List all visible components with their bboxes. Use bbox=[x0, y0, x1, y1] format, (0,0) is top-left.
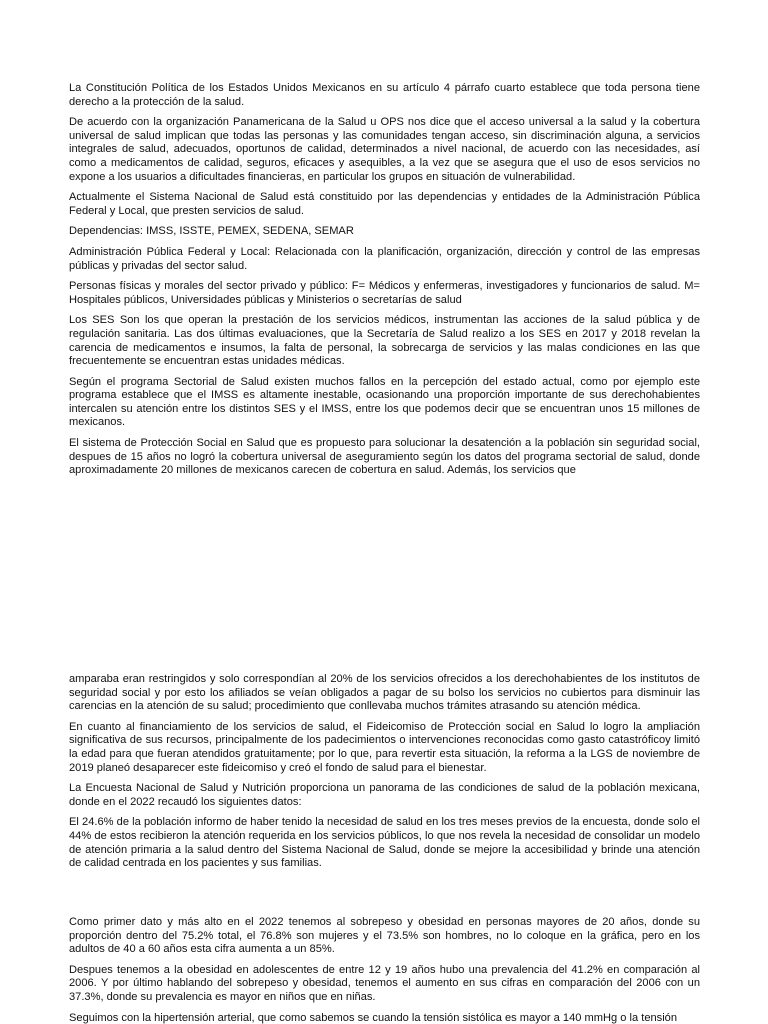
paragraph-social-protection-system: El sistema de Protección Social en Salud que es propuesto para solucionar la desatención a la población sin seguridad social, despues de 15 años no logró la cobertura universal de aseguramiento según los datos del programa sectorial de salud, donde aproximadamente 20 millones de mexicanos carecen de cobertura en salud. Además, los servicios que bbox=[69, 437, 700, 477]
paragraph-restricted-services: amparaba eran restringidos y solo correspondían al 20% de los servicios ofrecidos a los derechohabientes de los institutos de seguridad social y por esto los afiliados se veían obligados a pagar de su bolso los servicios no cubiertos para disminuir las carencias en la atención de su salud; procedimiento que conllevaba muchos trámites atrasando su atención médica. bbox=[69, 673, 700, 713]
paragraph-national-health-system: Actualmente el Sistema Nacional de Salud está constituido por las dependencias y entidades de la Administración Pública Federal y Local, que presten servicios de salud. bbox=[69, 191, 700, 217]
paragraph-overweight-adults: Como primer dato y más alto en el 2022 tenemos al sobrepeso y obesidad en personas mayores de 20 años, donde su proporción dentro del 75.2% total, el 76.8% son mujeres y el 73.5% son hombres, no lo coloque en la gráfica, pero en los adultos de 40 a 60 años esta cifra aumenta a un 85%. bbox=[69, 916, 700, 956]
paragraph-dependencies: Dependencias: IMSS, ISSTE, PEMEX, SEDENA, SEMAR bbox=[69, 225, 354, 238]
paragraph-hypertension: Seguimos con la hipertensión arterial, que como sabemos se cuando la tensión sistólica es mayor a 140 mmHg o la tensión bbox=[69, 1011, 678, 1024]
paragraph-public-administration: Administración Pública Federal y Local: Relacionada con la planificación, organización, dirección y control de las empresas públicas y privadas del sector salud. bbox=[69, 245, 700, 272]
paragraph-financing: En cuanto al financiamiento de los servicios de salud, el Fideicomiso de Protección social en Salud lo logro la ampliación significativa de sus recursos, principalmente de los padecimientos o intervenciones reconocidas como gasto catastróficoy limitó la edad para que fueran atendidos gratuitamente; por lo que, para revertir esta situación, la reforma a la LGS de noviembre de 2019 planeó desaparecer este fideicomiso y creó el fondo de salud para el bienestar. bbox=[69, 720, 700, 774]
paragraph-private-public-persons: Personas físicas y morales del sector privado y público: F= Médicos y enfermeras, investigadores y funcionarios de salud. M= Hospitales públicos, Universidades públicas y Ministerios o secretarías de salud bbox=[69, 280, 700, 306]
text-block-upper bbox=[69, 82, 700, 485]
paragraph-health-needs: El 24.6% de la población informo de haber tenido la necesidad de salud en los tres meses previos de la encuesta, donde solo el 44% de estos recibieron la atención requerida en los servicios públicos, lo que nos revela la necesidad de consolidar un modelo de atención primaria a la salud dentro del Sistema Nacional de Salud, donde se mejore la accesibilidad y brinde una atención de calidad centrada en los pacientes y sus familias. bbox=[69, 816, 700, 870]
paragraph-adolescent-obesity: Despues tenemos a la obesidad en adolescentes de entre 12 y 19 años hubo una prevalencia del 41.2% en comparación al 2006. Y por último hablando del sobrepeso y obesidad, tenemos el aumento en sus cifras en comparación del 2006 con un 37.3%, donde su prevalencia es mayor en niños que en niñas. bbox=[69, 963, 700, 1003]
paragraph-constitution: La Constitución Política de los Estados Unidos Mexicanos en su artículo 4 párrafo cuarto establece que toda persona tiene derecho a la protección de la salud. bbox=[69, 82, 700, 108]
paragraph-ses: Los SES Son los que operan la prestación de los servicios médicos, instrumentan las acciones de la salud pública y de regulación sanitaria. Las dos últimas evaluaciones, que la Secretaría de Salud realizo a los SES en 2017 y 2018 revelan la carencia de medicamentos e insumos, la falta de personal, la sobrecarga de servicios y las malas condiciones en las que frecuentemente se encuentran estas unidades médicas. bbox=[69, 314, 700, 368]
paragraph-sectoral-program: Según el programa Sectorial de Salud existen muchos fallos en la percepción del estado actual, como por ejemplo este programa establece que el IMSS es altamente inestable, ocasionando una proporción importante de sus derechohabientes intercalen su atención entre los distintos SES y el IMSS, entre los que podemos decir que se encuentran unos 15 millones de mexicanos. bbox=[69, 375, 700, 429]
text-block-lower bbox=[69, 916, 700, 1024]
paragraph-ensanut: La Encuesta Nacional de Salud y Nutrición proporciona un panorama de las condiciones de salud de la población mexicana, donde en el 2022 recaudó los siguientes datos: bbox=[69, 782, 700, 808]
text-block-middle bbox=[69, 673, 700, 878]
paragraph-ops-definition: De acuerdo con la organización Panamericana de la Salud u OPS nos dice que el acceso universal a la salud y la cobertura universal de salud implican que todas las personas y las comunidades tengan acceso, sin discriminación alguna, a servicios integrales de salud, adecuados, oportunos de calidad, determinados a nivel nacional, de acuerdo con las necesidades, así como a medicamentos de calidad, seguros, eficaces y asequibles, a la vez que se asegura que el uso de esos servicios no expone a los usuarios a dificultades financieras, en particular los grupos en situación de vulnerabilidad. bbox=[69, 116, 700, 183]
